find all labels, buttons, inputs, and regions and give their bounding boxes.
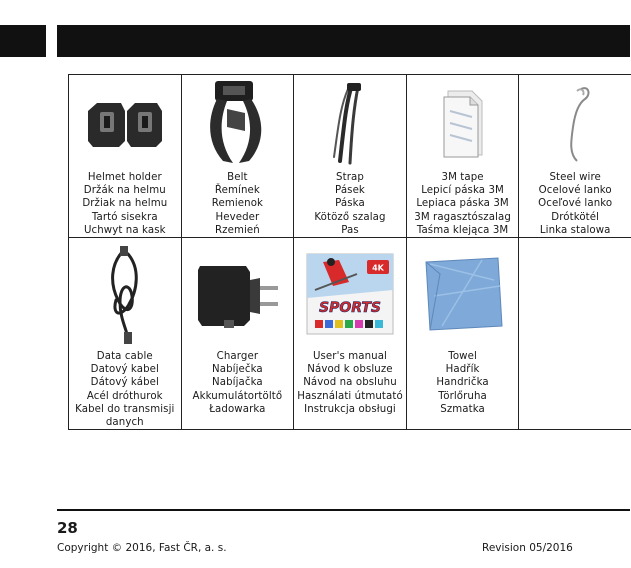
accessory-name: Strap xyxy=(336,172,364,183)
manual-icon xyxy=(305,252,395,336)
accessory-name: Remienok xyxy=(211,198,264,210)
accessory-name: Návod k obsluze xyxy=(307,364,393,376)
accessory-name: Data cable xyxy=(96,351,153,363)
copyright-text: Copyright © 2016, Fast ČR, a. s. xyxy=(57,542,227,554)
accessory-name: Drótkötél xyxy=(551,211,600,223)
accessory-name: Držák na helmu xyxy=(83,185,166,197)
manual-cover-badge: 4K xyxy=(372,263,384,273)
accessory-name: Tartó sisekra xyxy=(91,211,158,223)
accessory-name: Oceľové lanko xyxy=(538,198,613,210)
accessory-name: Ocelové lanko xyxy=(538,185,612,197)
accessory-name: Řemínek xyxy=(214,185,260,197)
towel-icon xyxy=(422,256,504,332)
accessory-name: Návod na obsluhu xyxy=(303,377,397,389)
accessory-name: Datový kabel xyxy=(90,364,159,376)
accessory-name: Törlőruha xyxy=(438,390,487,402)
accessory-name: Towel xyxy=(448,351,477,363)
steel-wire-icon xyxy=(555,81,595,165)
accessory-cell-strap xyxy=(294,75,407,238)
accessory-name: Rzemień xyxy=(214,224,260,236)
accessory-cell-charger xyxy=(181,238,294,430)
belt-icon xyxy=(205,79,269,167)
accessory-name: Kötöző szalag xyxy=(314,211,386,223)
accessory-cell-users-manual xyxy=(294,238,407,430)
page-number: 28 xyxy=(57,519,78,537)
accessory-name: Pásek xyxy=(335,185,365,197)
accessory-name: Belt xyxy=(227,172,248,183)
accessory-name: Uchwyt na kask xyxy=(83,224,166,236)
accessory-name: Nabíječka xyxy=(212,364,263,376)
footer-divider xyxy=(57,509,630,511)
accessory-name: Heveder xyxy=(215,211,260,223)
tape-icon xyxy=(438,87,488,159)
accessory-name: Držiak na helmu xyxy=(82,198,168,210)
accessory-name: Lepiaca páska 3M xyxy=(416,198,509,210)
accessory-name: Helmet holder xyxy=(87,172,162,183)
strap-icon xyxy=(328,81,372,165)
accessory-cell-belt xyxy=(181,75,294,238)
accessory-name: 3M tape xyxy=(441,172,484,183)
accessory-name: Nabíjačka xyxy=(212,377,263,389)
accessory-name: Instrukcja obsługi xyxy=(304,403,396,415)
charger-icon xyxy=(194,258,280,330)
accessory-cell-3m-tape xyxy=(406,75,519,238)
accessory-name: Kabel do transmisji danych xyxy=(75,403,175,429)
accessory-name: Dátový kábel xyxy=(90,377,159,389)
manual-cover-title: SPORTS xyxy=(318,300,381,317)
accessory-name: Charger xyxy=(216,351,259,363)
accessory-name: Hadřík xyxy=(445,364,480,376)
accessory-name: Pas xyxy=(341,224,359,236)
accessory-name: 3M ragasztószalag xyxy=(414,211,511,223)
accessory-name: Akkumulátortöltő xyxy=(192,390,283,402)
accessory-name: Steel wire xyxy=(549,172,601,183)
accessory-name: Ładowarka xyxy=(209,403,266,415)
helmet-holder-icon xyxy=(85,97,165,149)
header-bar-left xyxy=(0,25,46,57)
header-bar xyxy=(57,25,630,57)
accessory-name: User's manual xyxy=(312,351,387,363)
accessory-name: Acél dróthurok xyxy=(86,390,163,402)
accessories-table xyxy=(68,74,631,430)
accessory-cell-steel-wire xyxy=(519,75,631,238)
accessory-name: Használati útmutató xyxy=(297,390,403,402)
accessory-cell-helmet-holder xyxy=(69,75,182,238)
accessory-name: Taśma klejąca 3M xyxy=(416,224,509,236)
accessory-name: Páska xyxy=(335,198,365,210)
accessory-name: Lepicí páska 3M xyxy=(421,185,504,197)
accessory-name: Szmatka xyxy=(440,403,485,415)
accessory-name: Handrička xyxy=(436,377,489,389)
accessory-name: Linka stalowa xyxy=(539,224,611,236)
data-cable-icon xyxy=(98,244,152,344)
accessory-cell-towel xyxy=(406,238,519,430)
accessory-cell-data-cable xyxy=(69,238,182,430)
empty-cell xyxy=(519,238,631,430)
revision-text: Revision 05/2016 xyxy=(482,542,573,554)
